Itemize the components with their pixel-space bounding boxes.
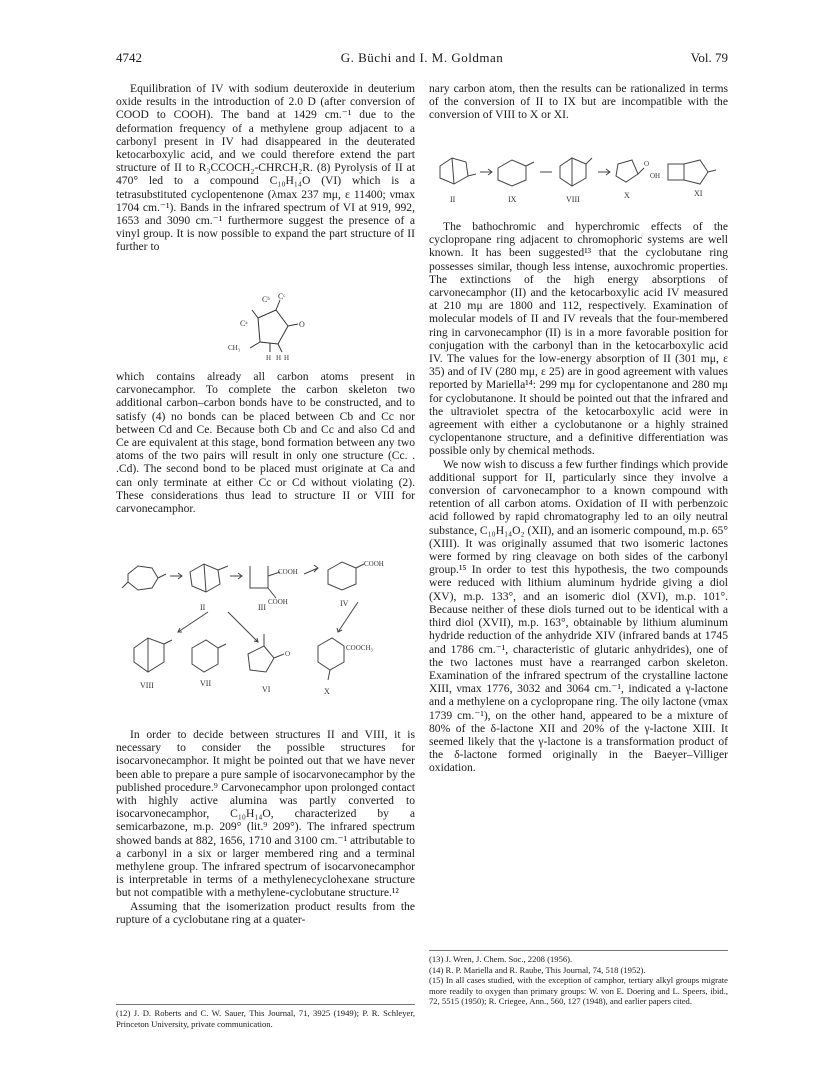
page-number: 4742 <box>116 50 142 65</box>
label-viii: VIII <box>140 681 154 690</box>
left-column-middle <box>116 370 415 515</box>
label-cooh-2: COOH <box>268 598 288 606</box>
paragraph: Equilibration of IV with sodium deuteroxide in deuterium oxide results in the introduction of 2.0 D (after conversion of COOD to COOH). The band at 1429 cm.⁻¹ due to the deformation frequency of a methylene group adjacent to a carbonyl present in IV had disappeared in the deuterated ketocarboxylic acid, and we could therefore extend the part structure of II to R₃CCOCH₂-CHRCH₂R. (8) Pyrolysis of II at 470° led to a compound C₁₀H₁₄O (VI) which is a tetrasubstituted cyclopentenone (λmax 237 mμ, ε 11400; νmax 1704 cm.⁻¹). Bands in the infrared spectrum of VI at 919, 992, 1653 and 3090 cm.⁻¹ furthermore suggest the presence of a vinyl group. It is now possible to expand the part structure of II further to <box>116 82 415 254</box>
label-vi: VI <box>262 685 271 694</box>
paragraph: We now wish to discuss a few further findings which provide additional support for II, particularly since they involve a conversion of carvonecamphor to a known compound with retention of all carbon atoms. Oxidation of II with perbenzoic acid followed by rapid chromatography led to an oily neutral substance, C₁₀H₁₄O₂ (XII), and an isomeric compound, m.p. 65° (XIII). It was originally assumed that two isomeric lactones were formed by ring cleavage on both sides of the carbonyl group.¹⁵ In order to test this hypothesis, the two compounds were reduced with lithium aluminum hydride giving a diol (XV), m.p. 133°, and an isomeric diol (XVI), m.p. 101°. Because neither of these diols turned out to be identical with a third diol (XVII), m.p. 163°, obtainable by lithium aluminum hydride reduction of the anhydride XIV (infrared bands at 1745 and 1786 cm.⁻¹, characteristic of glutaric anhydrides), one of the two lactones must have a rearranged carbon skeleton. Examination of the infrared spectrum of the crystalline lactone XIII, νmax 1776, 3032 and 3064 cm.⁻¹, indicated a γ-lactone and a methylene on a cyclopropane ring. The oily lactone (νmax 1739 cm.⁻¹), on the other hand, appeared to be a mixture of 80% of the δ-lactone XII and 20% of the γ-lactone XIII. It seemed likely that the γ-lactone is a transformation product of the δ-lactone formed originally in the Baeyer–Villiger oxidation. <box>429 457 728 775</box>
label-vii: VII <box>200 679 212 688</box>
label-iii: III <box>258 603 266 612</box>
paragraph: The bathochromic and hyperchromic effects of the cyclopropane ring adjacent to chromophoric systems are well known. It has been suggested¹³ that the cyclobutane ring possesses similar, though less intense, auxochromic properties. The extinctions of the high energy absorptions of carvonecamphor (II) and the ketocarboxylic acid IV measured at 210 mμ are 1800 and 112, respectively. Examination of molecular models of II and IV reveals that the four-membered ring in carvonecamphor (II) is in a more favorable position for conjugation with the carbonyl than in the ketocarboxylic acid IV. The values for the low-energy absorption of II (301 mμ, ε 35) and of IV (280 mμ, ε 25) are in good agreement with values reported by Mariella¹⁴: 299 mμ for cyclopentanone and 280 mμ for cyclobutanone. It should be pointed out that the infrared and the ultraviolet spectra of the ketocarboxylic acid were in agreement with either a cyclobutanone or a highly strained cyclopentanone structure, and a definitive differentiation was possible only by chemical methods. <box>429 220 728 458</box>
footnotes-left <box>116 1008 415 1029</box>
label-iv: IV <box>340 599 349 608</box>
label-h2: H <box>276 354 282 362</box>
label-ii: II <box>200 603 206 612</box>
label-h1: H <box>266 354 272 362</box>
reaction-scheme-left <box>118 552 408 712</box>
label-oh: OH <box>650 172 661 180</box>
footnote-14: (14) R. P. Mariella and R. Raube, This Journal, 74, 518 (1952). <box>429 964 646 975</box>
right-column-top <box>429 82 728 122</box>
label-x: X <box>324 687 330 696</box>
left-column-bottom <box>116 728 415 926</box>
footnote-rule-right <box>429 950 728 951</box>
paragraph: Assuming that the isomerization product results from the rupture of a cyclobutane ring at a quater- <box>116 899 415 926</box>
left-column-top <box>116 82 415 254</box>
label-ch3: CH₃ <box>228 344 241 352</box>
label-cooch3: COOCH₃ <box>346 644 373 652</box>
label-ix: IX <box>508 195 517 204</box>
label-o: O <box>285 650 291 658</box>
label-xi: XI <box>694 189 703 198</box>
label-o: O <box>299 320 305 329</box>
partial-structure-figure <box>220 290 320 362</box>
paragraph: nary carbon atom, then the results can be rationalized in terms of the conversion of II to IX but are incompatible with the conversion of VIII to X or XI. <box>429 82 728 122</box>
label-x: X <box>624 191 630 200</box>
label-ca: Cᵃ <box>240 319 248 328</box>
running-header <box>116 50 728 70</box>
footnote-12: (12) J. D. Roberts and C. W. Sauer, This Journal, 71, 3925 (1949); P. R. Schleyer, Princeton University, private communication. <box>116 1008 415 1029</box>
label-cb: Cᵇ <box>262 295 270 304</box>
volume-label: Vol. 79 <box>690 50 728 65</box>
paragraph: which contains already all carbon atoms present in carvonecamphor. To complete the carbon skeleton two additional carbon–carbon bonds have to be constructed, and to satisfy (4) no bonds can be placed between Cb and Cc nor between Cd and Ce. Because both Cb and Cc and also Cd and Ce are equivalent at this stage, bond formation between any two atoms of the two pairs will result in only one structure (Cc. . .Cd). The second bond to be placed must originate at Ca and can only terminate at either Cc or Cd without violating (2). These considerations thus lead to structure II or VIII for carvonecamphor. <box>116 370 415 516</box>
footnote-15: (15) In all cases studied, with the exception of camphor, tertiary alkyl groups migrate more readily to oxygen than primary groups: W. von E. Doering and L. Speers, ibid., 72, 5515 (1950); R. Criegee, Ann., 560, 127 (1948), and earlier papers cited. <box>429 975 728 1007</box>
label-o: O <box>644 160 650 168</box>
paragraph: In order to decide between structures II and VIII, it is necessary to consider the possible structures for isocarvonecamphor. It might be pointed out that we have never been able to prepare a pure sample of isocarvonecamphor by the published procedure.⁹ Carvonecamphor upon prolonged contact with highly active alumina was partly converted to isocarvonecamphor, C₁₀H₁₄O, characterized by a semicarbazone, m.p. 209° (lit.⁹ 209°). The infrared spectrum showed bands at 882, 1656, 1710 and 3100 cm.⁻¹ attributable to a carbonyl in a six or larger membered ring and a terminal methylene group. The infrared spectrum of isocarvonecamphor is interpretable in terms of a methylenecyclohexane structure but not compatible with a methylene-cyclobutane structure.¹² <box>116 728 415 900</box>
reaction-scheme-right <box>432 146 728 208</box>
label-cooh-3: COOH <box>364 560 384 568</box>
label-viii: VIII <box>566 195 580 204</box>
label-ii: II <box>450 195 456 204</box>
running-authors: G. Büchi and I. M. Goldman <box>340 50 504 65</box>
label-cooh-1: COOH <box>278 568 298 576</box>
footnote-13: (13) J. Wren, J. Chem. Soc., 2208 (1956). <box>429 954 573 964</box>
right-column-body <box>429 220 728 775</box>
footnotes-right <box>429 954 728 1007</box>
footnote-rule-left <box>116 1004 415 1005</box>
label-h3: H <box>284 354 290 362</box>
label-cc: Cᶜ <box>278 292 286 301</box>
